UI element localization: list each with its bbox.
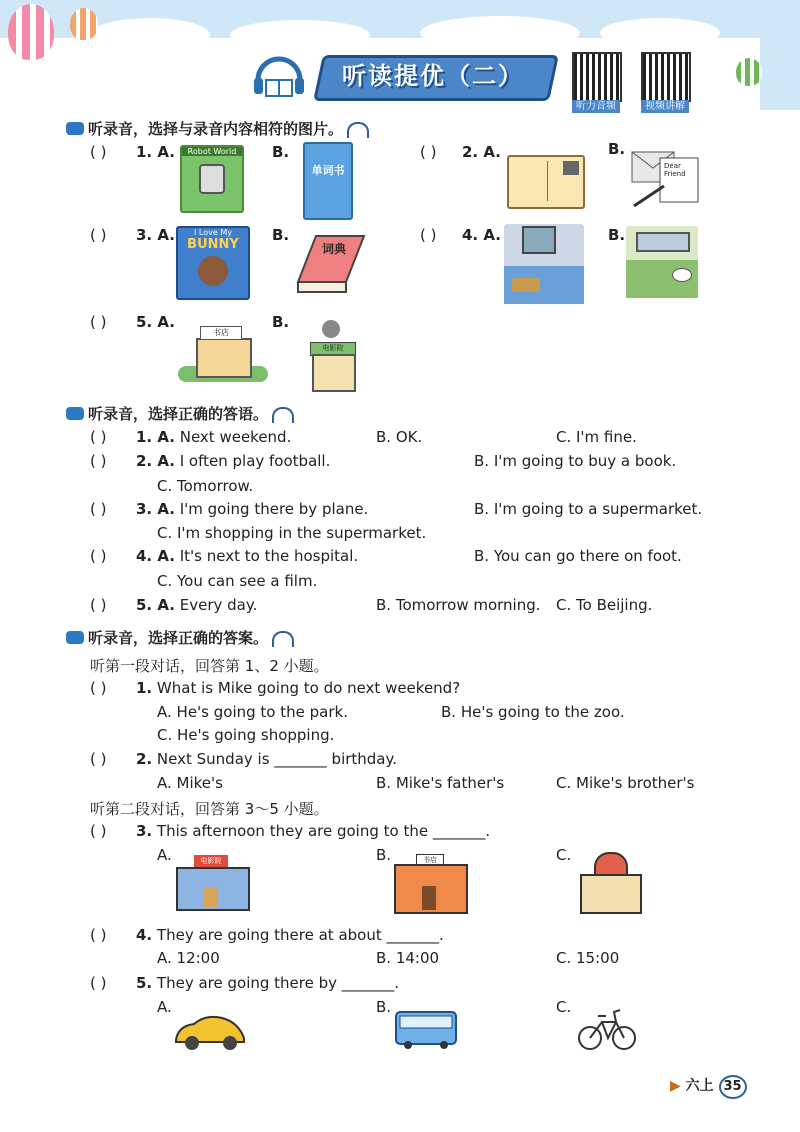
section-1-heading: 听录音，选择与录音内容相符的图片。 <box>66 118 369 139</box>
postcard-picture <box>507 155 585 209</box>
store-sign: 书店 <box>200 326 242 340</box>
section-number-icon <box>66 631 84 644</box>
question-number: 3. A. <box>136 226 175 244</box>
answer-blank[interactable]: ( ) <box>420 226 437 244</box>
option-a: A. Mike's <box>157 774 223 792</box>
answer-blank[interactable]: ( ) <box>420 143 437 161</box>
dictionary-picture <box>296 232 366 298</box>
word-book-picture <box>303 142 353 220</box>
answer-blank[interactable]: ( ) <box>90 428 107 446</box>
answer-blank[interactable]: ( ) <box>90 679 107 697</box>
option-b: B. Mike's father's <box>376 774 505 792</box>
question-3-1: 1. What is Mike going to do next weekend? <box>136 679 461 697</box>
cinema-picture <box>308 320 356 388</box>
dialog-1-instruction: 听第一段对话，回答第 1、2 小题。 <box>90 657 329 675</box>
question-2-2: 2. A. I often play football. <box>136 452 331 470</box>
page-footer <box>670 1075 747 1099</box>
qr-label-audio: 听力音频 <box>572 100 620 113</box>
option-b: B. He's going to the zoo. <box>441 703 625 721</box>
answer-blank[interactable]: ( ) <box>90 974 107 992</box>
answer-blank[interactable]: ( ) <box>90 926 107 944</box>
question-number: 2. A. <box>462 143 501 161</box>
option-b-label: B. <box>272 226 290 244</box>
answer-blank[interactable]: ( ) <box>90 226 107 244</box>
answer-blank[interactable]: ( ) <box>90 452 107 470</box>
question-2-5: 5. A. Every day. <box>136 596 258 614</box>
headphones-icon <box>272 407 294 423</box>
option-b: B. I'm going to buy a book. <box>474 452 677 470</box>
bunny-book-picture <box>176 226 250 300</box>
page-title: 听读提优（二） <box>342 62 524 90</box>
dialog-2-instruction: 听第二段对话，回答第 3～5 小题。 <box>90 800 329 818</box>
option-b: B. You can go there on foot. <box>474 547 682 565</box>
option-b-label: B. <box>272 313 290 331</box>
section-number-icon <box>66 122 84 135</box>
option-a-label: A. <box>157 846 172 864</box>
answer-blank[interactable]: ( ) <box>90 750 107 768</box>
book-title: Robot World <box>182 147 242 156</box>
option-c-label: C. <box>556 846 572 864</box>
option-c: C. He's going shopping. <box>157 726 335 744</box>
qr-label-video: 视频讲解 <box>641 100 689 113</box>
option-c-label: C. <box>556 998 572 1016</box>
headphones-icon <box>272 631 294 647</box>
answer-blank[interactable]: ( ) <box>90 547 107 565</box>
option-a: A. 12:00 <box>157 949 220 967</box>
book-title: 词典 <box>322 242 347 256</box>
book-title: 单词书 <box>311 164 345 177</box>
answer-blank[interactable]: ( ) <box>90 143 107 161</box>
bicycle-picture <box>576 1004 638 1052</box>
section-number-icon <box>66 407 84 420</box>
option-b: B. I'm going to a supermarket. <box>474 500 703 518</box>
building-sign: 电影院 <box>194 855 228 867</box>
option-b: B. 14:00 <box>376 949 440 967</box>
stamp-icon <box>563 161 579 175</box>
answer-blank[interactable]: ( ) <box>90 822 107 840</box>
balloon-icon <box>736 58 762 86</box>
option-b-label: B. <box>376 998 392 1016</box>
question-3-4: 4. They are going there at about _______. <box>136 926 444 944</box>
section-3-heading: 听录音，选择正确的答案。 <box>66 627 294 648</box>
option-c: C. To Beijing. <box>556 596 653 614</box>
question-number: 4. A. <box>462 226 501 244</box>
robot-icon <box>199 164 225 194</box>
option-c: C. You can see a film. <box>157 572 318 590</box>
answer-blank[interactable]: ( ) <box>90 500 107 518</box>
option-c: C. 15:00 <box>556 949 620 967</box>
option-b: B. Tomorrow morning. <box>376 596 541 614</box>
store-sign: 电影院 <box>310 342 356 356</box>
option-a: A. He's going to the park. <box>157 703 348 721</box>
option-c: C. Tomorrow. <box>157 477 254 495</box>
question-number: 5. A. <box>136 313 175 331</box>
question-number: 1. A. <box>136 143 175 161</box>
option-b-label: B. <box>608 226 626 244</box>
car-picture <box>172 1012 248 1052</box>
question-3-5: 5. They are going there by _______. <box>136 974 400 992</box>
qr-code-video[interactable] <box>641 52 691 102</box>
book-title: BUNNY <box>187 237 239 252</box>
bookstore-picture <box>178 324 268 382</box>
building-sign: 书店 <box>416 854 444 866</box>
question-2-4: 4. A. It's next to the hospital. <box>136 547 359 565</box>
robot-world-book-picture <box>180 145 244 213</box>
page-number: 35 <box>719 1075 747 1099</box>
headphones-book-icon <box>252 50 306 100</box>
bird-icon: ▶ <box>670 1078 681 1094</box>
option-a-label: A. <box>157 998 172 1016</box>
section-2-heading: 听录音，选择正确的答语。 <box>66 403 294 424</box>
dining-room-picture <box>626 226 698 298</box>
letter-picture <box>630 148 700 212</box>
museum-building-picture <box>580 852 638 910</box>
question-2-1: 1. A. Next weekend. <box>136 428 292 446</box>
option-b: B. OK. <box>376 428 423 446</box>
girl-icon <box>198 256 228 286</box>
option-b-label: B. <box>376 846 392 864</box>
balloon-icon <box>70 8 98 40</box>
option-c: C. I'm fine. <box>556 428 637 446</box>
question-2-3: 3. A. I'm going there by plane. <box>136 500 369 518</box>
option-c: C. I'm shopping in the supermarket. <box>157 524 427 542</box>
answer-blank[interactable]: ( ) <box>90 596 107 614</box>
grade-label: 六上 <box>685 1078 714 1094</box>
qr-code-audio[interactable] <box>572 52 622 102</box>
letter-text: Dear Friend <box>664 162 686 178</box>
answer-blank[interactable]: ( ) <box>90 313 107 331</box>
headphones-icon <box>347 122 369 138</box>
kitchen-picture <box>504 224 584 304</box>
option-b-label: B. <box>272 143 290 161</box>
option-c: C. Mike's brother's <box>556 774 695 792</box>
header-side-band <box>760 0 800 110</box>
bookstore-building-picture <box>394 854 464 910</box>
balloon-icon <box>8 4 54 60</box>
header-sky-band <box>0 0 800 38</box>
question-3-3: 3. This afternoon they are going to the _______. <box>136 822 491 840</box>
bus-picture <box>394 1008 458 1050</box>
option-b-label: B. <box>608 140 626 158</box>
book-title: I Love My <box>194 228 232 237</box>
question-3-2: 2. Next Sunday is _______ birthday. <box>136 750 398 768</box>
cinema-building-picture <box>176 855 246 907</box>
